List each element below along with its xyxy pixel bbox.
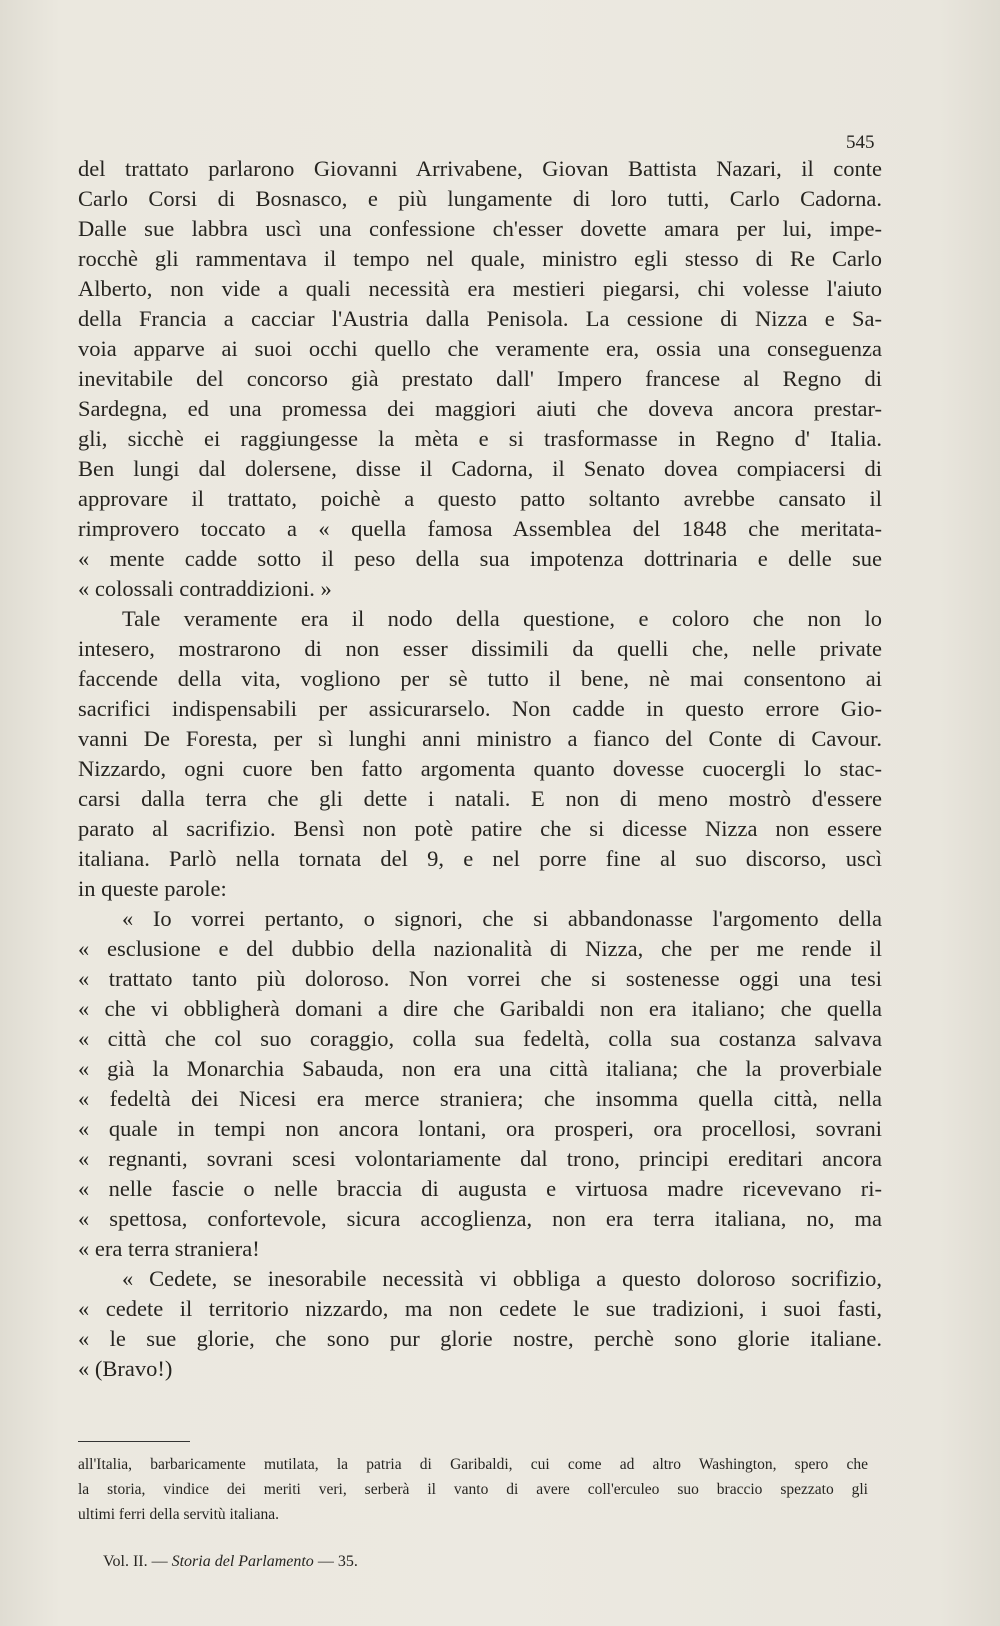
text-line: Carlo Corsi di Bosnasco, e più lungamente di loro tutti, Carlo Cadorna. — [78, 186, 882, 211]
quote-line: « che vi obbligherà domani a dire che Garibaldi non era italiano; che quella — [78, 996, 882, 1021]
text-line: Nizzardo, ogni cuore ben fatto argomenta quanto dovesse cuocergli lo stac- — [78, 756, 882, 781]
text-line: della Francia a cacciar l'Austria dalla Penisola. La cessione di Nizza e Sa- — [78, 306, 882, 331]
text-line: sacrifici indispensabili per assicurarselo. Non cadde in questo errore Gio- — [78, 696, 882, 721]
text-line: Ben lungi dal dolersene, disse il Cadorna, il Senato dovea compiacersi di — [78, 456, 882, 481]
text-line: del trattato parlarono Giovanni Arrivabene, Giovan Battista Nazari, il conte — [78, 156, 882, 181]
quote-line: « fedeltà dei Nicesi era merce straniera; che insomma quella città, nella — [78, 1086, 882, 1111]
text-line: carsi dalla terra che gli dette i natali. E non di meno mostrò d'essere — [78, 786, 882, 811]
text-line: voia apparve ai suoi occhi quello che veramente era, ossia una conseguenza — [78, 336, 882, 361]
text-line: approvare il trattato, poichè a questo patto soltanto avrebbe cansato il — [78, 486, 882, 511]
text-line: faccende della vita, vogliono per sè tutto il bene, nè mai consentono ai — [78, 666, 882, 691]
quote-line: « (Bravo!) — [78, 1356, 173, 1381]
quote-line: « regnanti, sovrani scesi volontariamente dal trono, principi ereditari ancora — [78, 1146, 882, 1171]
quote-line: « trattato tanto più doloroso. Non vorrei che si sostenesse oggi una tesi — [78, 966, 882, 991]
text-line: Alberto, non vide a quali necessità era mestieri piegarsi, chi volesse l'aiuto — [78, 276, 882, 301]
text-line: vanni De Foresta, per sì lunghi anni ministro a fianco del Conte di Cavour. — [78, 726, 882, 751]
signature-prefix: Vol. II. — — [103, 1553, 168, 1570]
page-number: 545 — [846, 132, 875, 153]
quote-line: « le sue glorie, che sono pur glorie nostre, perchè sono glorie italiane. — [78, 1326, 882, 1351]
quote-line: « esclusione e del dubbio della nazionalità di Nizza, che per me rende il — [78, 936, 882, 961]
footnote-divider — [78, 1441, 190, 1442]
quote-line: « spettosa, confortevole, sicura accoglienza, non era terra italiana, no, ma — [78, 1206, 882, 1231]
quote-line: « cedete il territorio nizzardo, ma non cedete le sue tradizioni, i suoi fasti, — [78, 1296, 882, 1321]
text-line: Sardegna, ed una promessa dei maggiori aiuti che doveva ancora prestar- — [78, 396, 882, 421]
text-line: « mente cadde sotto il peso della sua impotenza dottrinaria e delle sue — [78, 546, 882, 571]
text-line: in queste parole: — [78, 876, 227, 901]
text-line: rocchè gli rammentava il tempo nel quale, ministro egli stesso di Re Carlo — [78, 246, 882, 271]
text-line: rimprovero toccato a « quella famosa Assemblea del 1848 che meritata- — [78, 516, 882, 541]
quote-line: « Io vorrei pertanto, o signori, che si abbandonasse l'argomento della — [122, 906, 882, 931]
footnote-line: ultimi ferri della servitù italiana. — [78, 1506, 280, 1523]
text-line: Dalle sue labbra uscì una confessione ch'esser dovette amara per lui, impe- — [78, 216, 882, 241]
quote-line: « Cedete, se inesorabile necessità vi obbliga a questo doloroso socrifizio, — [122, 1266, 882, 1291]
quote-line: « era terra straniera! — [78, 1236, 260, 1261]
signature-suffix: — 35. — [317, 1553, 358, 1570]
text-line: parato al sacrifizio. Bensì non potè patire che si dicesse Nizza non essere — [78, 816, 882, 841]
footnote-line: all'Italia, barbaricamente mutilata, la patria di Garibaldi, cui come ad altro Washington, spero che — [78, 1456, 868, 1473]
quote-line: « nelle fascie o nelle braccia di augusta e virtuosa madre ricevevano ri- — [78, 1176, 882, 1201]
quote-line: « quale in tempi non ancora lontani, ora prosperi, ora procellosi, sovrani — [78, 1116, 882, 1141]
footnote-line: la storia, vindice dei meriti veri, serberà il vanto di avere coll'erculeo suo braccio spezzato gli — [78, 1481, 868, 1498]
text-line: inevitabile del concorso già prestato dall' Impero francese al Regno di — [78, 366, 882, 391]
text-line: « colossali contraddizioni. » — [78, 576, 332, 601]
text-line: intesero, mostrarono di non esser dissimili da quelli che, nelle private — [78, 636, 882, 661]
text-line: gli, sicchè ei raggiungesse la mèta e si trasformasse in Regno d' Italia. — [78, 426, 882, 451]
text-line: italiana. Parlò nella tornata del 9, e nel porre fine al suo discorso, uscì — [78, 846, 882, 871]
printer-signature — [103, 1553, 358, 1571]
text-line: Tale veramente era il nodo della questione, e coloro che non lo — [122, 606, 882, 631]
main-text — [78, 154, 882, 1384]
signature-title: Storia del Parlamento — [171, 1553, 314, 1570]
footnote — [78, 1452, 868, 1527]
quote-line: « città che col suo coraggio, colla sua fedeltà, colla sua costanza salvava — [78, 1026, 882, 1051]
quote-line: « già la Monarchia Sabauda, non era una città italiana; che la proverbiale — [78, 1056, 882, 1081]
